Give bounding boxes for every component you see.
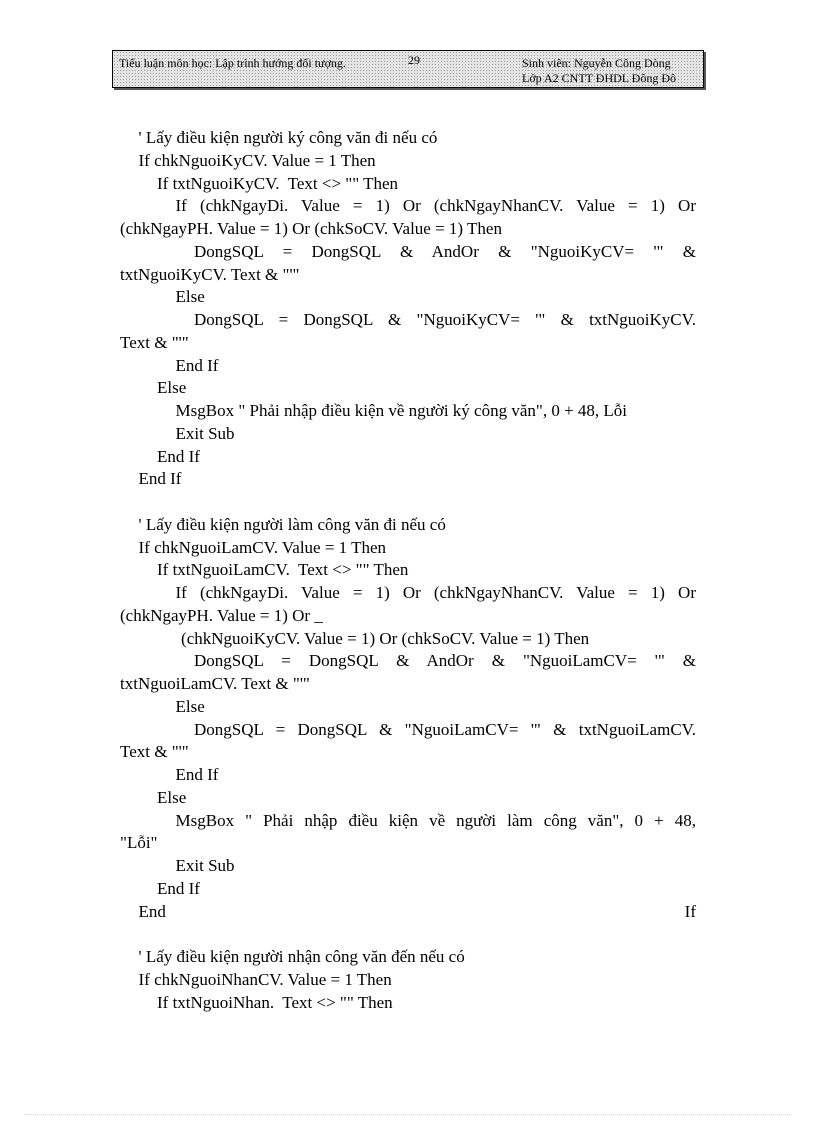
- code-line: If (chkNgayDi. Value = 1) Or (chkNgayNhanCV. Value = 1) Or: [175, 583, 696, 602]
- code-line: If chkNguoiLamCV. Value = 1 Then: [138, 537, 387, 557]
- code-line: DongSQL = DongSQL & "NguoiLamCV= '" & txtNguoiLamCV.: [194, 719, 696, 739]
- code-line: Exit Sub: [175, 856, 235, 875]
- code-line: If (chkNgayDi. Value = 1) Or (chkNgayNhanCV. Value = 1) Or: [175, 196, 696, 216]
- code-line: (chkNgayPH. Value = 1) Or (chkSoCV. Value = 1) Then: [120, 219, 502, 238]
- header-course-title: Tiểu luận môn học: Lập trình hướng đối tượng.: [119, 56, 346, 70]
- code-line: End If: [157, 878, 200, 898]
- code-line: txtNguoiLamCV. Text & "'": [120, 674, 310, 693]
- code-line: DongSQL = DongSQL & AndOr & "NguoiKyCV= '" &: [194, 241, 696, 261]
- code-line: (chkNguoiKyCV. Value = 1) Or (chkSoCV. Value = 1) Then: [181, 628, 590, 648]
- header-page-number: 29: [408, 53, 420, 67]
- code-line: Else: [157, 787, 187, 807]
- code-line: "Lỗi": [120, 833, 158, 853]
- code-line: (chkNgayPH. Value = 1) Or _: [120, 605, 323, 625]
- page-bottom-divider: [24, 1114, 792, 1115]
- code-line: DongSQL = DongSQL & "NguoiKyCV= '" & txtNguoiKyCV.: [194, 310, 696, 329]
- code-line: MsgBox " Phải nhập điều kiện về người làm công văn", 0 + 48,: [175, 810, 696, 830]
- code-line: [120, 923, 696, 946]
- header-class: Lớp A2 CNTT ĐHDL Đông Đô: [522, 71, 677, 85]
- page-header: [112, 50, 704, 88]
- code-line: End If: [138, 469, 182, 489]
- code-line: If chkNguoiNhanCV. Value = 1 Then: [138, 969, 392, 989]
- code-line: If chkNguoiKyCV. Value = 1 Then: [138, 150, 376, 170]
- code-line: txtNguoiKyCV. Text & "'": [120, 264, 300, 284]
- code-line: Text & "'": [120, 742, 189, 762]
- code-line: ' Lấy điều kiện người ký công văn đi nếu có: [138, 128, 438, 147]
- code-line: If txtNguoiKyCV. Text <> "" Then: [157, 173, 399, 193]
- code-line: End If: [175, 355, 219, 375]
- header-student-info: [522, 56, 676, 86]
- code-line: Exit Sub: [175, 423, 235, 443]
- code-line: Text & "'": [120, 332, 189, 352]
- code-line: If txtNguoiNhan. Text <> "" Then: [157, 992, 393, 1012]
- code-line: DongSQL = DongSQL & AndOr & "NguoiLamCV= '" &: [194, 651, 696, 671]
- code-line: Else: [175, 696, 205, 716]
- code-line: End If: [157, 446, 200, 466]
- code-line: Else: [157, 378, 187, 398]
- code-line: MsgBox " Phải nhập điều kiện về người ký công văn", 0 + 48, Lỗi: [175, 401, 628, 420]
- code-line: If txtNguoiLamCV. Text <> "" Then: [157, 560, 409, 580]
- code-line: ' Lấy điều kiện người nhận công văn đến nếu có: [138, 947, 465, 966]
- code-line: End If: [175, 765, 219, 784]
- code-line: End If: [138, 901, 696, 921]
- code-line: Else: [175, 287, 205, 307]
- code-listing: [120, 127, 696, 1014]
- header-student-name: Sinh viên: Nguyễn Công Dòng: [522, 56, 671, 70]
- code-line: [120, 491, 696, 514]
- code-line: ' Lấy điều kiện người làm công văn đi nếu có: [138, 514, 446, 534]
